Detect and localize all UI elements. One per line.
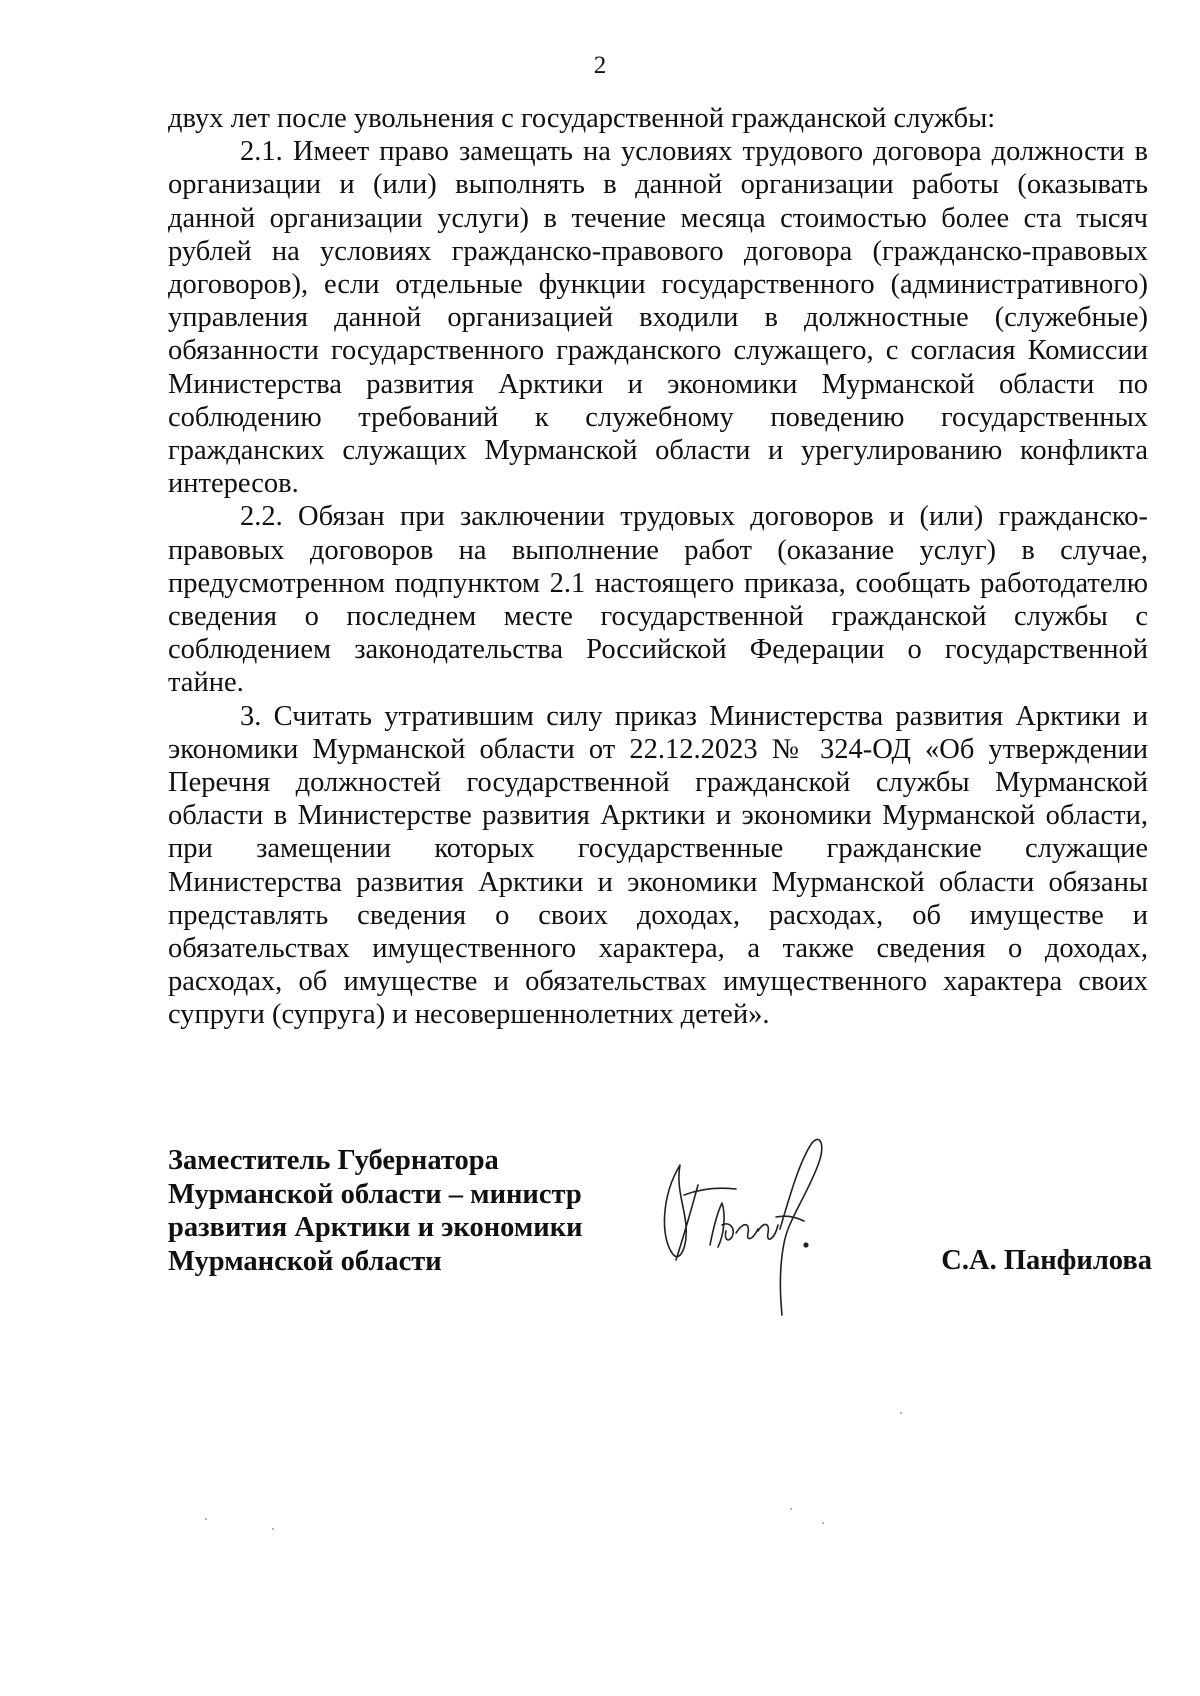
scan-speck xyxy=(900,1412,902,1414)
scan-speck xyxy=(822,1522,824,1524)
scan-speck xyxy=(790,1508,792,1510)
document-body xyxy=(168,102,1148,1032)
signatory-name: С.А. Панфилова xyxy=(941,1245,1152,1276)
signatory-position-line: развития Арктики и экономики xyxy=(168,1212,583,1243)
paragraph-2-2: 2.2. Обязан при заключении трудовых договоров и (или) гражданско-правовых договоров на выполнение работ (оказание услуг) в случае, предусмотренном подпунктом 2.1 настоящего приказа, сообщать работодателю сведения о последнем месте государственной гражданской службы с соблюдением законодательства Российской Федерации о государственной тайне. xyxy=(168,501,1148,699)
paragraph-2-1: 2.1. Имеет право замещать на условиях трудового договора должности в организации и (или) выполнять в данной организации работы (оказывать данной организации услуги) в течение месяца стоимостью более ста тысяч рублей на условиях гражданско-правового договора (гражданско-правовых договоров), если отдельные функции государственного (административного) управления данной организацией входили в должностные (служебные) обязанности государственного гражданского служащего, с согласия Комиссии Министерства развития Арктики и экономики Мурманской области по соблюдению требований к служебному поведению государственных гражданских служащих Мурманской области и урегулированию конфликта интересов. xyxy=(168,136,1148,500)
paragraph-continuation: двух лет после увольнения с государственной гражданской службы: xyxy=(168,103,996,134)
signatory-position-line: Заместитель Губернатора xyxy=(168,1145,499,1176)
signatory-position xyxy=(168,1144,583,1278)
scan-speck xyxy=(205,1518,207,1520)
signatory-position-line: Мурманской области xyxy=(168,1245,442,1277)
handwritten-signature xyxy=(640,1125,880,1335)
paragraph-3: 3. Считать утратившим силу приказ Министерства развития Арктики и экономики Мурманской области от 22.12.2023 № 324-ОД «Об утверждении Перечня должностей государственной гражданской службы Мурманской области в Министерстве развития Арктики и экономики Мурманской области, при замещении которых государственные гражданские служащие Министерства развития Арктики и экономики Мурманской области обязаны представлять сведения о своих доходах, расходах, об имуществе и обязательствах имущественного характера, а также сведения о доходах, расходах, об имуществе и обязательствах имущественного характера своих супруги (супруга) и несовершеннолетних детей». xyxy=(168,700,1148,1031)
signatory-position-line: Мурманской области – министр xyxy=(168,1178,582,1210)
scan-speck xyxy=(272,1528,274,1530)
page-number: 2 xyxy=(593,52,607,79)
